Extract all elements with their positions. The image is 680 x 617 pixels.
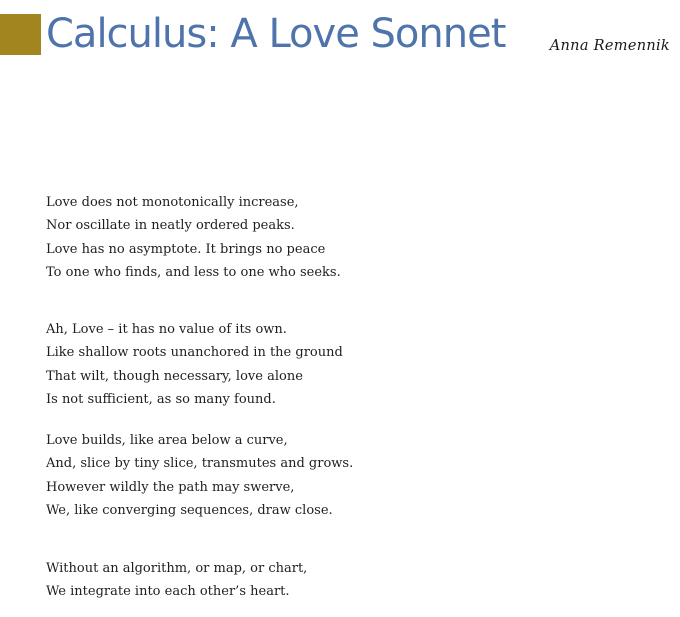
poem-title: Calculus: A Love Sonnet	[46, 11, 506, 57]
stanza-4	[46, 557, 307, 604]
poem-line: Is not sufficient, as so many found.	[46, 392, 276, 408]
stanza-1	[46, 191, 341, 285]
poem-line: That wilt, though necessary, love alone	[46, 368, 303, 384]
poem-line: Love does not monotonically increase,	[46, 195, 299, 210]
title-accent-block	[0, 14, 41, 55]
poem-line: To one who finds, and less to one who seeks.	[46, 265, 341, 281]
stanza-2	[46, 318, 343, 412]
poem-line: Love builds, like area below a curve,	[46, 433, 288, 448]
poem-line: However wildly the path may swerve,	[46, 479, 295, 495]
poem-line: We integrate into each other’s heart.	[46, 584, 290, 600]
poem-line: And, slice by tiny slice, transmutes and grows.	[46, 456, 354, 472]
poem-line: Love has no asymptote. It brings no peace	[46, 241, 326, 257]
poem-line: Nor oscillate in neatly ordered peaks.	[46, 218, 295, 234]
poem-line: We, like converging sequences, draw close.	[46, 503, 333, 519]
poem-line: Without an algorithm, or map, or chart,	[46, 561, 308, 576]
stanza-3	[46, 429, 353, 523]
poem-line: Like shallow roots unanchored in the ground	[46, 345, 343, 361]
poem-author: Anna Remennik	[549, 38, 670, 54]
poem-line: Ah, Love – it has no value of its own.	[46, 322, 287, 337]
